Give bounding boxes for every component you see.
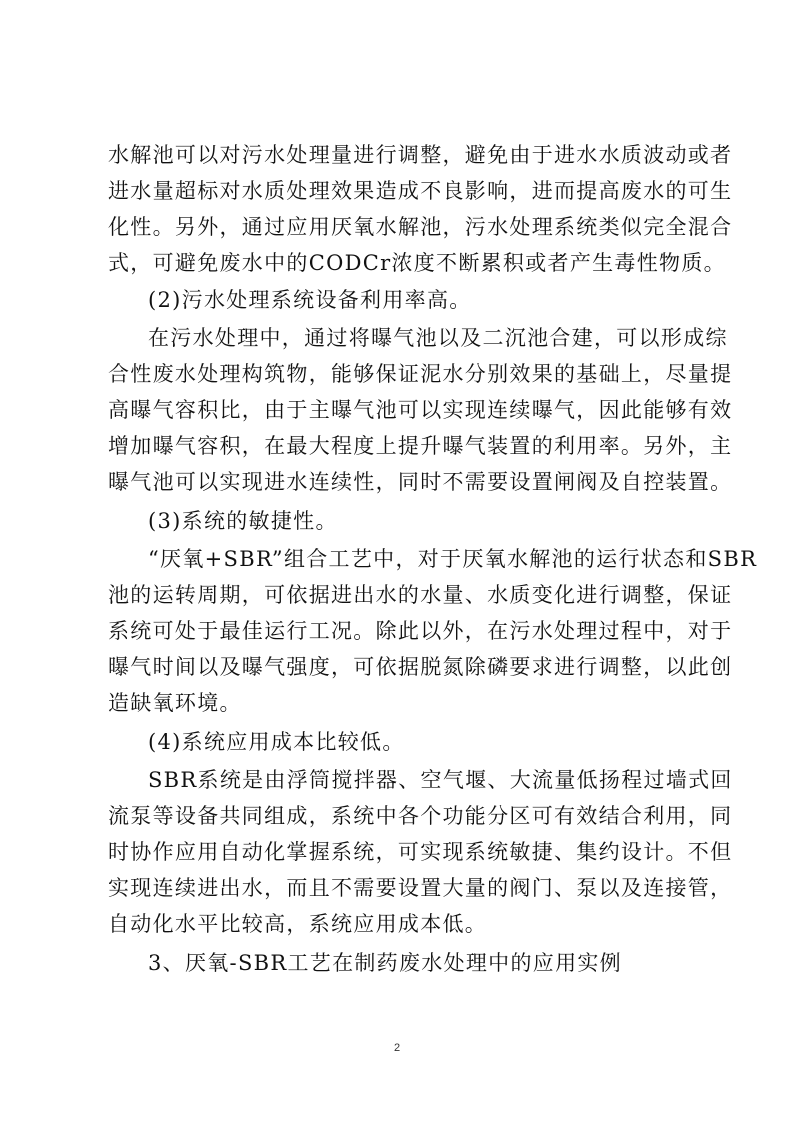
body-text-line: 进水量超标对水质处理效果造成不良影响，进而提高废水的可生 [108,179,733,203]
body-text-line: 水解池可以对污水处理量进行调整，避免由于进水水质波动或者 [108,143,733,167]
page-number: 2 [393,1042,401,1054]
body-text-line: 曝气池可以实现进水连续性，同时不需要设置闸阀及自控装置。 [108,470,733,494]
body-text-line: SBR系统是由浮筒搅拌器、空气堰、大流量低扬程过墙式回 [148,768,733,792]
body-text-line: 增加曝气容积，在最大程度上提升曝气装置的利用率。另外，主 [108,434,733,458]
body-text-line: 化性。另外，通过应用厌氧水解池，污水处理系统类似完全混合 [108,215,733,239]
section-heading: (2)污水处理系统设备利用率高。 [148,288,472,312]
section-heading: 3、厌氧-SBR工艺在制药废水处理中的应用实例 [148,951,622,975]
body-text-line: 时协作应用自动化掌握系统，可实现系统敏捷、集约设计。不但 [108,840,733,864]
body-text-line: 合性废水处理构筑物，能够保证泥水分别效果的基础上，尽量提 [108,362,733,386]
body-text-line: 自动化水平比较高，系统应用成本低。 [108,912,488,936]
body-text-line: 曝气时间以及曝气强度，可依据脱氮除磷要求进行调整，以此创 [108,655,733,679]
body-text-line: 在污水处理中，通过将曝气池以及二沉池合建，可以形成综 [148,326,728,350]
body-text-line: 实现连续进出水，而且不需要设置大量的阀门、泵以及连接管， [108,876,733,900]
body-text-line: 池的运转周期，可依据进出水的水量、水质变化进行调整，保证 [108,583,733,607]
section-heading: (3)系统的敏捷性。 [148,509,338,533]
body-text-line: 系统可处于最佳运行工况。除此以外，在污水处理过程中，对于 [108,619,733,643]
body-text-line: 造缺氧环境。 [108,691,242,715]
body-text-line: “厌氧+SBR”组合工艺中，对于厌氧水解池的运行状态和SBR [148,547,758,571]
section-heading: (4)系统应用成本比较低。 [148,730,405,754]
body-text-line: 流泵等设备共同组成，系统中各个功能分区可有效结合利用，同 [108,804,733,828]
body-text-line: 高曝气容积比，由于主曝气池可以实现连续曝气，因此能够有效 [108,398,733,422]
body-text-line: 式，可避免废水中的CODCr浓度不断累积或者产生毒性物质。 [108,251,726,275]
